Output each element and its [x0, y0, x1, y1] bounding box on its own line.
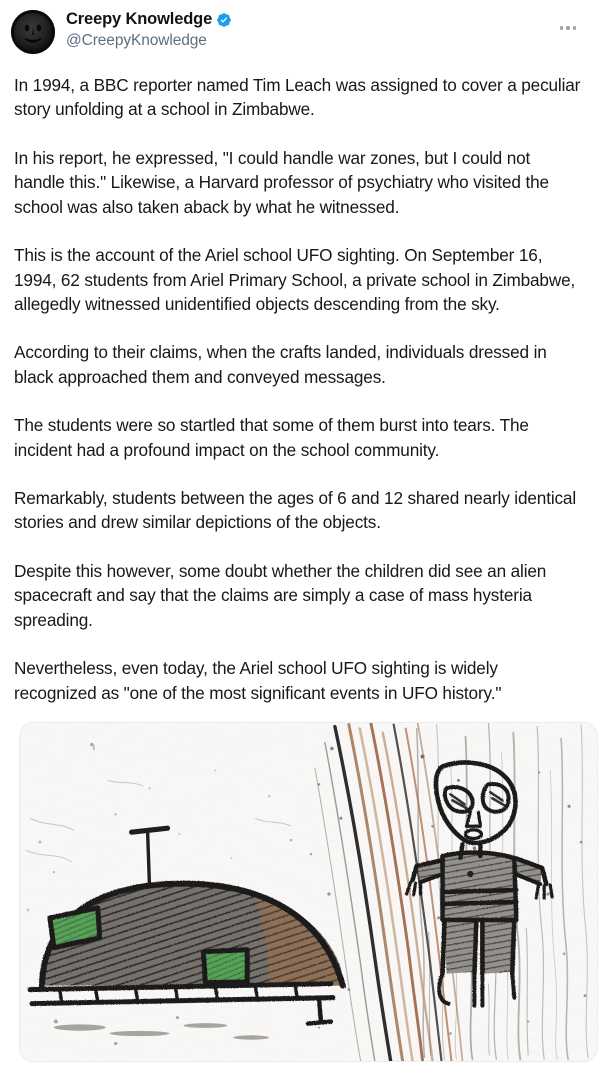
- more-options-icon[interactable]: [553, 17, 583, 39]
- tweet-text: [11, 73, 589, 705]
- ariel-school-child-drawing: [20, 723, 597, 1061]
- display-name: Creepy Knowledge: [66, 10, 213, 28]
- more-dot: [566, 26, 569, 29]
- tweet-paragraph: In 1994, a BBC reporter named Tim Leach was assigned to cover a peculiar story unfolding at a school in Zimbabwe.: [14, 75, 581, 120]
- tweet-paragraph: Nevertheless, even today, the Ariel school UFO sighting is widely recognized as "one of the most significant events in UFO history.": [14, 658, 502, 703]
- tweet-paragraph: Despite this however, some doubt whether the children did see an alien spacecraft and say that the claims are simply a case of mass hysteria spreading.: [14, 560, 547, 630]
- creepy-face-avatar-icon: [11, 10, 55, 54]
- author-handle[interactable]: @CreepyKnowledge: [66, 31, 207, 49]
- author-name-row: [66, 10, 232, 29]
- more-dot: [560, 26, 563, 29]
- more-dot: [573, 26, 576, 29]
- tweet-media-image[interactable]: [19, 722, 598, 1062]
- tweet-paragraph: The students were so startled that some of them burst into tears. The incident had a profound impact on the school community.: [14, 415, 529, 460]
- tweet-paragraph: According to their claims, when the crafts landed, individuals dressed in black approached them and conveyed messages.: [14, 342, 547, 387]
- tweet-paragraph: Remarkably, students between the ages of 6 and 12 shared nearly identical stories and drew similar depictions of the objects.: [14, 488, 577, 533]
- tweet-paragraph: This is the account of the Ariel school UFO sighting. On September 16, 1994, 62 students from Ariel Primary School, a private school in Zimbabwe, allegedly witnessed unidentified objects descending from the sky.: [14, 245, 576, 314]
- verified-badge-icon: [216, 12, 232, 28]
- avatar[interactable]: [11, 10, 55, 54]
- author-identity: [66, 9, 232, 50]
- tweet-paragraph: In his report, he expressed, "I could handle war zones, but I could not handle this." Likewise, a Harvard professor of psychiatry who visited the school was also taken aback by what he witnessed.: [14, 147, 549, 217]
- tweet-header: [11, 9, 589, 59]
